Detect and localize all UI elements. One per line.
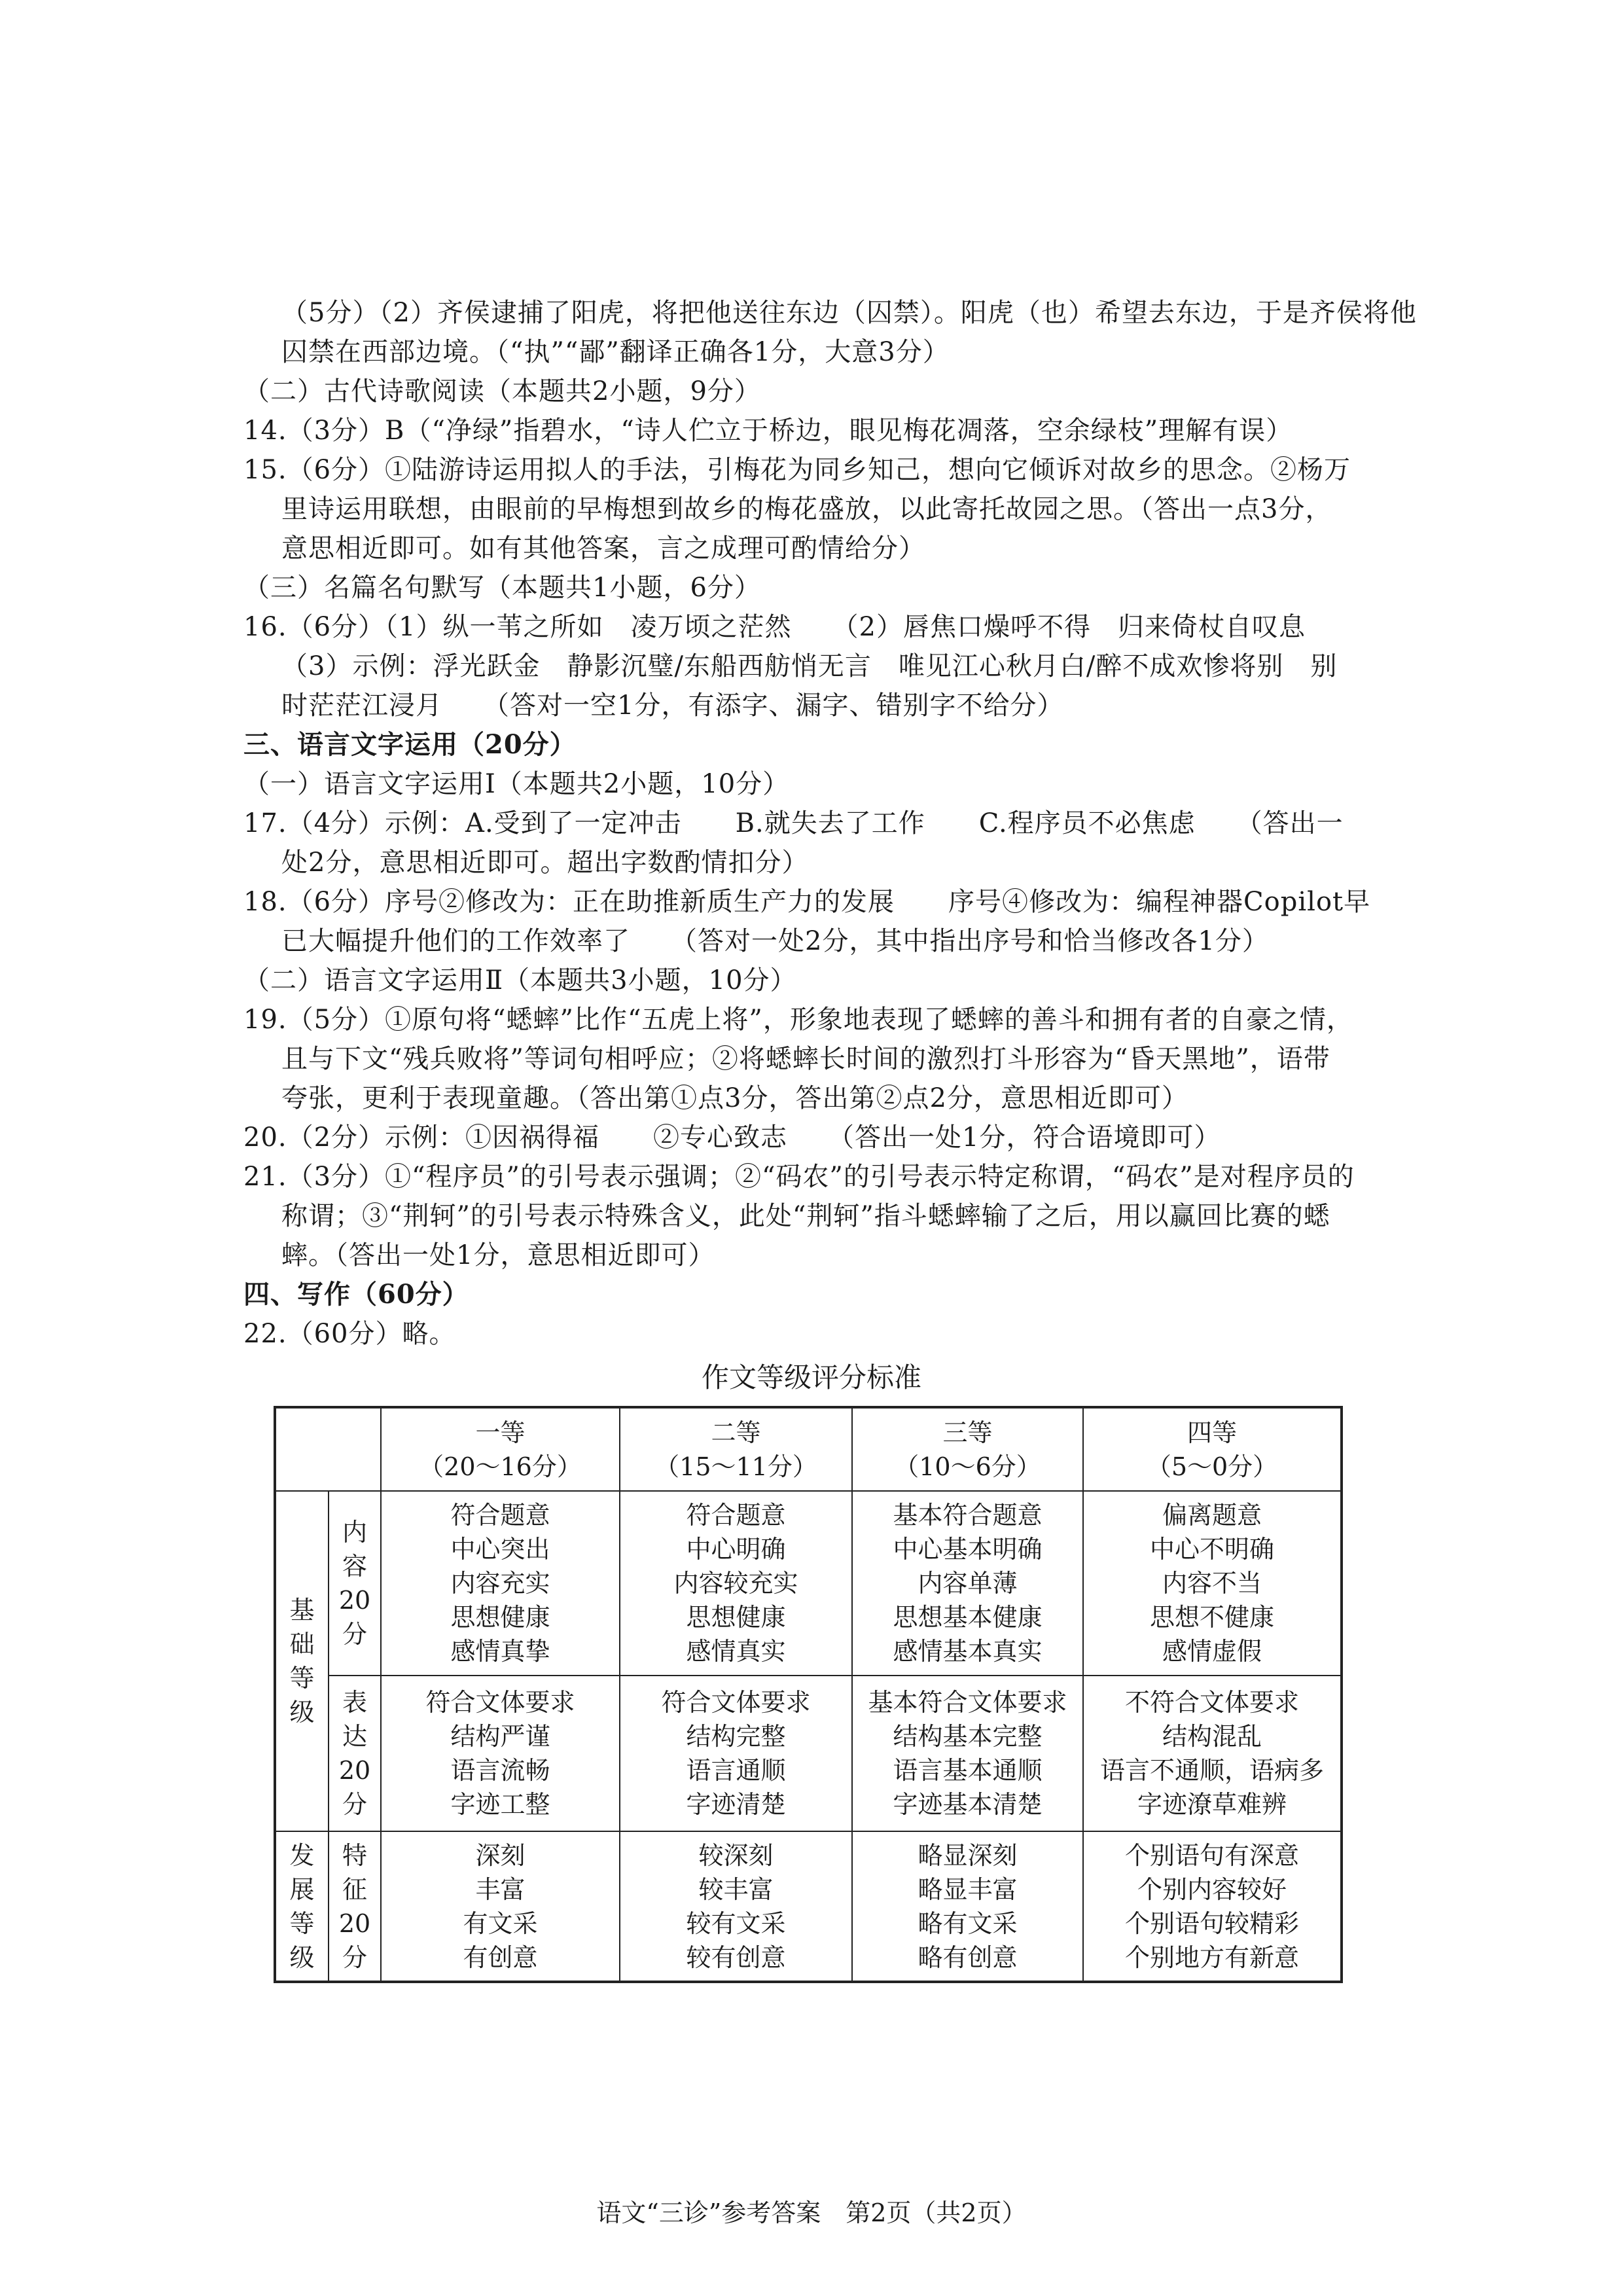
page-footer: 语文“三诊”参考答案 第2页（共2页）	[596, 2198, 1027, 2227]
part-heading: 三、语言文字运用（20分）	[243, 729, 577, 760]
table-row-feature	[275, 1831, 1342, 1982]
section-heading: （二）古代诗歌阅读（本题共2小题，9分）	[243, 376, 761, 406]
row-label-content: 内 容 20 分	[329, 1491, 381, 1676]
answer-text-line: 20.（2分）示例：①因祸得福 ②专心致志 （答出一处1分，符合语境即可）	[243, 1122, 1221, 1153]
group-label-basic: 基 础 等 级	[275, 1491, 329, 1831]
table-cell: 较深刻 较丰富 较有文采 较有创意	[620, 1831, 852, 1982]
section-heading: （二）语言文字运用Ⅱ（本题共3小题，10分）	[243, 965, 797, 996]
table-row-content	[275, 1491, 1342, 1676]
answer-text-line: 囚禁在西部边境。（“执”“鄙”翻译正确各1分，大意3分）	[281, 337, 950, 367]
table-corner-cell	[275, 1407, 381, 1491]
row-label-feature: 特 征 20 分	[329, 1831, 381, 1982]
table-cell: 个别语句有深意 个别内容较好 个别语句较精彩 个别地方有新意	[1083, 1831, 1342, 1982]
header-cell: 三等 （10～6分）	[852, 1407, 1083, 1491]
table-cell: 符合题意 中心突出 内容充实 思想健康 感情真挚	[381, 1491, 620, 1676]
answer-text-line: 18.（6分）序号②修改为：正在助推新质生产力的发展 序号④修改为：编程神器Copilot早	[243, 887, 1371, 917]
table-cell: 基本符合题意 中心基本明确 内容单薄 思想基本健康 感情基本真实	[852, 1491, 1083, 1676]
answer-text-line: 21.（3分）①“程序员”的引号表示强调；②“码农”的引号表示特定称谓，“码农”是对程序员的	[243, 1162, 1355, 1192]
table-row-expression	[275, 1676, 1342, 1831]
table-cell: 偏离题意 中心不明确 内容不当 思想不健康 感情虚假	[1083, 1491, 1342, 1676]
table-title: 作文等级评分标准	[701, 1361, 921, 1393]
answer-text-line: 意思相近即可。如有其他答案，言之成理可酌情给分）	[281, 533, 925, 564]
table-cell: 深刻 丰富 有文采 有创意	[381, 1831, 620, 1982]
group-label-development: 发 展 等 级	[275, 1831, 329, 1982]
answer-text-line: 处2分，意思相近即可。超出字数酌情扣分）	[281, 848, 809, 878]
answer-text-line: 16.（6分）（1）纵一苇之所如 凌万顷之茫然 （2）唇焦口燥呼不得 归来倚杖自叹息	[243, 612, 1306, 642]
part-heading: 四、写作（60分）	[243, 1279, 469, 1310]
grading-table	[274, 1406, 1343, 1983]
answer-text-line: 时茫茫江浸月 （答对一空1分，有添字、漏字、错别字不给分）	[281, 691, 1064, 721]
header-cell: 一等 （20～16分）	[381, 1407, 620, 1491]
table-cell: 符合文体要求 结构严谨 语言流畅 字迹工整	[381, 1676, 620, 1831]
table-cell: 符合题意 中心明确 内容较充实 思想健康 感情真实	[620, 1491, 852, 1676]
table-cell: 基本符合文体要求 结构基本完整 语言基本通顺 字迹基本清楚	[852, 1676, 1083, 1831]
answer-text-line: 蟀。（答出一处1分，意思相近即可）	[281, 1240, 715, 1270]
answer-text-line: 已大幅提升他们的工作效率了 （答对一处2分，其中指出序号和恰当修改各1分）	[281, 926, 1269, 956]
header-cell: 二等 （15～11分）	[620, 1407, 852, 1491]
table-cell: 符合文体要求 结构完整 语言通顺 字迹清楚	[620, 1676, 852, 1831]
answer-text-line: 里诗运用联想，由眼前的早梅想到故乡的梅花盛放，以此寄托故园之思。（答出一点3分，	[281, 494, 1332, 524]
row-label-expression: 表 达 20 分	[329, 1676, 381, 1831]
answer-text-line: 称谓；③“荆轲”的引号表示特殊含义，此处“荆轲”指斗蟋蟀输了之后，用以赢回比赛的蟋	[281, 1201, 1330, 1231]
header-cell: 四等 （5～0分）	[1083, 1407, 1342, 1491]
answer-text-line: 15.（6分）①陆游诗运用拟人的手法，引梅花为同乡知己，想向它倾诉对故乡的思念。②杨万	[243, 455, 1351, 485]
section-heading: （三）名篇名句默写（本题共1小题，6分）	[243, 573, 761, 603]
answer-text-line: 14.（3分）B（“净绿”指碧水，“诗人伫立于桥边，眼见梅花凋落，空余绿枝”理解有误）	[243, 416, 1293, 446]
table-cell: 略显深刻 略显丰富 略有文采 略有创意	[852, 1831, 1083, 1982]
answer-text-line: 19.（5分）①原句将“蟋蟀”比作“五虎上将”，形象地表现了蟋蟀的善斗和拥有者的自豪之情，	[243, 1005, 1353, 1035]
table-header-row	[275, 1407, 1342, 1491]
answer-text-line: （5分）（2）齐侯逮捕了阳虎，将把他送往东边（囚禁）。阳虎（也）希望去东边，于是齐侯将他	[281, 298, 1417, 328]
answer-text-line: （3）示例：浮光跃金 静影沉璧/东船西舫悄无言 唯见江心秋月白/醉不成欢惨将别 别	[281, 651, 1338, 681]
answer-text-line: 22.（60分）略。	[243, 1319, 456, 1349]
answer-text-line: 17.（4分）示例：A.受到了一定冲击 B.就失去了工作 C.程序员不必焦虑 （答出一	[243, 808, 1344, 838]
section-heading: （一）语言文字运用Ⅰ（本题共2小题，10分）	[243, 769, 790, 799]
table-cell: 不符合文体要求 结构混乱 语言不通顺，语病多 字迹潦草难辨	[1083, 1676, 1342, 1831]
answer-text-line: 且与下文“残兵败将”等词句相呼应；②将蟋蟀长时间的激烈打斗形容为“昏天黑地”，语带	[281, 1044, 1330, 1074]
answer-text-line: 夸张，更利于表现童趣。（答出第①点3分，答出第②点2分，意思相近即可）	[281, 1083, 1188, 1113]
